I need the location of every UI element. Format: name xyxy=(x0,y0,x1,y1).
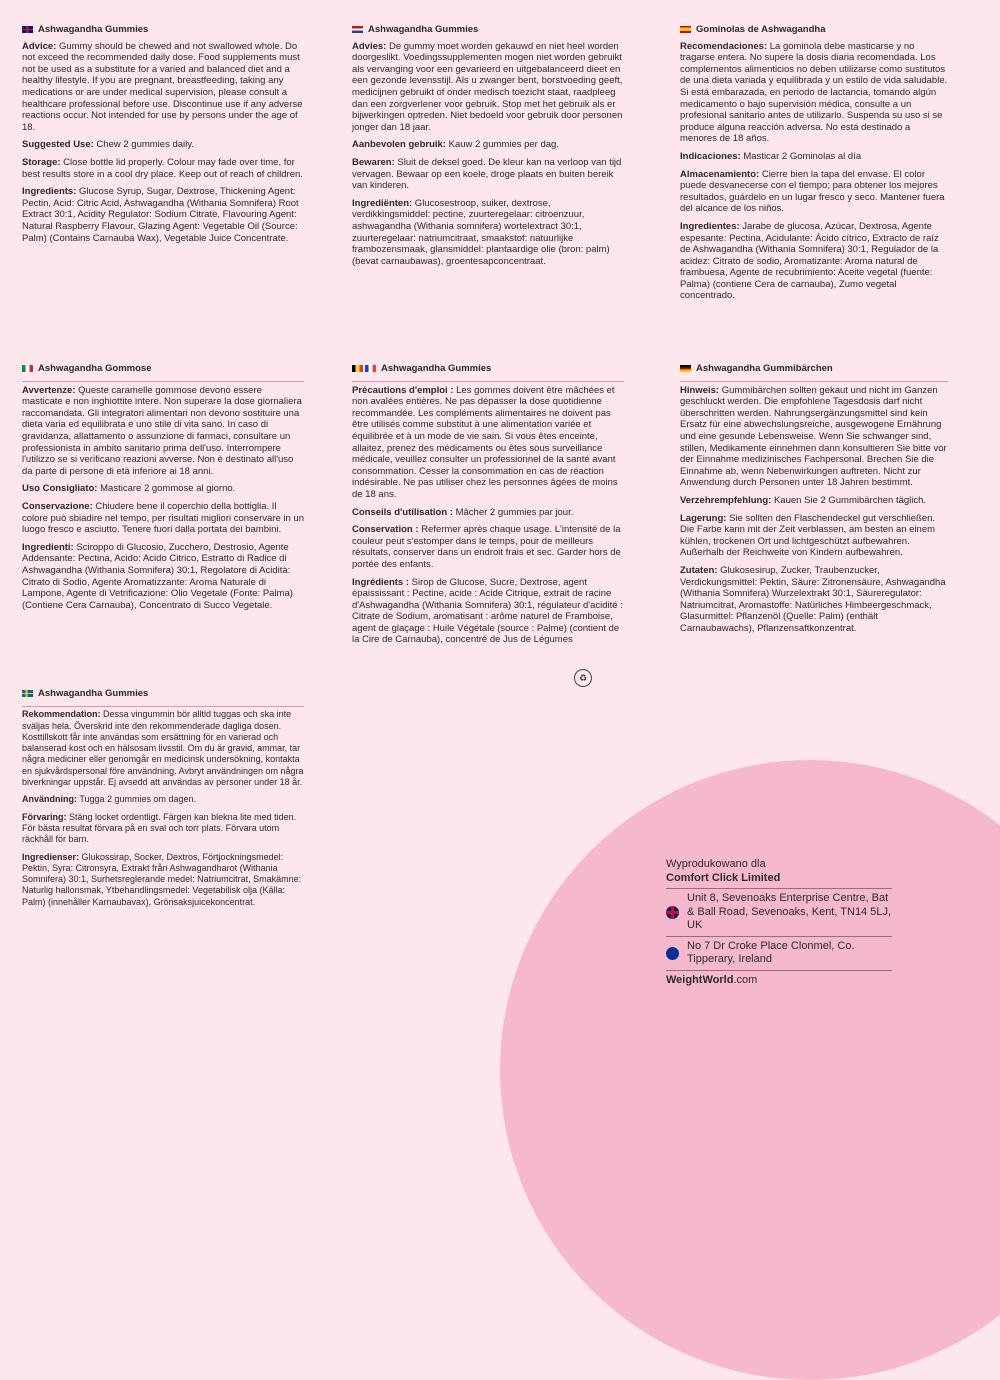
recycling-icon: ♻ xyxy=(574,669,592,687)
ie-address: No 7 Dr Croke Place Clonmel, Co. Tipperary, Ireland xyxy=(687,939,855,965)
decorative-pink-circle xyxy=(500,760,1000,1380)
italy-flag-icon xyxy=(22,365,33,372)
sweden-flag-icon xyxy=(22,690,33,697)
uk-address-row xyxy=(666,892,892,933)
section-heading xyxy=(22,24,304,36)
made-for-label: Wyprodukowano dla xyxy=(666,858,766,870)
germany-flag-icon xyxy=(680,365,691,372)
section-heading xyxy=(680,24,948,36)
storage-text: Lagerung: Sie sollten den Flaschendeckel gut verschließen. Die Farbe kann mit der Zeit verblassen, am besten an einem kühlen, trockenen Ort und lichtgeschützt aufbewahren. Außerhalb der Reichweite von Kindern aufbewahren. xyxy=(680,512,936,559)
section-heading xyxy=(352,363,624,375)
ingredients-text: Ingredientes: Jarabe de glucosa, Azúcar, Dextrosa, Agente espesante: Pectina, Acidulante: Ácido cítrico, Extracto de raíz de Ashwagandha (Withania Somnifera) 30:1, Regulador de la acidez: Citrato de sodio, Aromatizante: Aroma natural de frambuesa, Agente de recubrimiento: Aceite vegetal (fuente: Palma) (contiene Cera de carnauba), Zumo vegetal concentrado. xyxy=(680,220,939,302)
spain-flag-icon xyxy=(680,26,691,33)
section-sv xyxy=(22,688,304,914)
advice-text: Hinweis: Gummibärchen sollten gekaut und nicht im Ganzen geschluckt werden. Die empfohlene Tagesdosis darf nicht überschritten werden. Nahrungsergänzungsmittel sind kein Ersatz für eine abwechslungsreiche, ausgewogene Ernährung und eine gesunde Lebensweise. Wenn Sie schwanger sind, stillen, Medikamente einnehmen dann konsultieren Sie bitte vor der Einnahme medizinisches Fachpersonal. Brechen Sie die Einnahme ab, wenn Nebenwirkungen auftreten. Nicht zur Anwendung durch Personen unter 18 Jahren bestimmt. xyxy=(680,384,947,489)
heading-divider xyxy=(352,381,624,382)
ingredients-text: Ingredienser: Glukossirap, Socker, Dextros, Förtjockningsmedel: Pektin, Syra: Citronsyra, Extrakt från Ashwagandharot (Withania Somnifera) 30:1, Surhetsreglerande medel: Natriumcitrat, Smakämne: Naturlig hallonsmak, Ytbehandlingsmedel: Vegetabilisk olja (Källa: Palm) (innehåller Karnaubavax), Grönsaksjuicekoncentrat. xyxy=(22,851,302,907)
company-name: Comfort Click Limited xyxy=(666,871,781,884)
france-flag-icon xyxy=(365,365,376,372)
divider xyxy=(666,970,892,971)
uk-flag-icon xyxy=(22,26,33,33)
storage-text: Förvaring: Stäng locket ordentligt. Färgen kan blekna lite med tiden. För bästa resultat förvara på en sval och torr plats. Förvara utom räckhåll för barn. xyxy=(22,811,297,845)
advice-text: Précautions d'emploi : Les gommes doivent être mâchées et non avalées entières. Ne pas dépasser la dose quotidienne recommandée. Les compléments alimentaires ne doivent pas être utilisés comme substitut à une alimentation variée et équilibrée et à un mode de vie sain. Si vous êtes enceinte, allaitez, prenez des médicaments ou êtes sous surveillance médicale, veuillez consulter un professionnel de la santé avant consommation. Cesser la consommation en cas de réaction indésirable. Ne pas utiliser chez les personnes âgées de moins de 18 ans. xyxy=(352,384,618,500)
advice-text: Advies: De gummy moet worden gekauwd en niet heel worden doorgeslikt. Voedingssupplementen mogen niet worden gebruikt als vervanging voor een gevarieerd en uitgebalanceerd dieet en een gezonde levensstijl. Als u zwanger bent, borstvoeding geeft, medicijnen gebruikt of onder medisch toezicht staat, raadpleeg dan een zorgverlener voor gebruik. Stop met het gebruik als er bijwerkingen optreden. Niet bedoeld voor gebruik door personen jonger dan 18 jaar. xyxy=(352,40,623,133)
storage-text: Storage: Close bottle lid properly. Colour may fade over time, for best results store in a cool dry place. Keep out of reach of children. xyxy=(22,156,303,180)
advice-text: Rekommendation: Dessa vingummin bör alltid tuggas och ska inte sväljas hela. Överskrid inte den rekommenderade dagliga dosen. Kosttillskott får inte användas som ersättning för en varierad och balanserad kost och en hälsosam livsstil. Om du är gravid, ammar, tar några mediciner eller genomgår en medicinsk undersökning, kontakta en sjukvårdspersonal före användning. Avbryt användningen om några biverkningar uppstår. Ej avsedd att användas av personer under 18 år. xyxy=(22,709,304,788)
storage-text: Bewaren: Sluit de deksel goed. De kleur kan na verloop van tijd vervagen. Bewaar op een koele, droge plaats en buiten bereik van kinderen. xyxy=(352,156,622,192)
section-title: Ashwagandha Gummibärchen xyxy=(696,363,833,374)
suggested-use-text: Aanbevolen gebruik: Kauw 2 gummies per dag. xyxy=(352,139,559,151)
divider xyxy=(666,888,892,889)
section-heading xyxy=(352,24,624,36)
section-fr xyxy=(352,363,624,652)
section-title: Gominolas de Ashwagandha xyxy=(696,24,826,35)
advice-text: Avvertenze: Queste caramelle gommose devono essere masticate e non inghiottite intere. Non superare la dose giornaliera raccomandata. Gli integratori alimentari non devono sostituire una dieta varia ed equilibrata e uno stile di vita sano. In caso di gravidanza, allattamento o assunzione di farmaci, consultare un professionista in ambito sanitario prima dell'uso. Interrompere l'utilizzo se si verificano reazioni avverse. Non è destinato all'uso da parte di persone di età inferiore ai 18 anni. xyxy=(22,384,302,477)
storage-text: Almacenamiento: Cierre bien la tapa del envase. El color puede desvanecerse con el tiempo; para obtener los mejores resultados, guárdelo en un lugar fresco y seco. Mantener fuera del alcance de los niños. xyxy=(680,168,945,215)
ingredients-text: Zutaten: Glukosesirup, Zucker, Traubenzucker, Verdickungsmittel: Pektin, Säure: Zitronensäure, Ashwagandha (Withania Somnifera) Wurzelextrakt 30:1, Säureregulator: Natriumcitrat, Aromastoffe: Natürliches Himbeergeschmack, Glasurmittel: Pflanzenöl (Quelle: Palm) (enthält Carnaubawachs), Pflanzensaftkonzentrat. xyxy=(680,564,946,634)
section-it xyxy=(22,363,304,617)
section-heading xyxy=(680,363,948,375)
heading-divider xyxy=(22,381,304,382)
section-title: Ashwagandha Gummies xyxy=(381,363,492,374)
suggested-use-text: Indicaciones: Masticar 2 Gominolas al día xyxy=(680,150,862,162)
divider xyxy=(666,936,892,937)
website: WeightWorld.com xyxy=(666,973,758,986)
section-es xyxy=(680,24,948,308)
uk-address: Unit 8, Sevenoaks Enterprise Centre, Bat & Ball Road, Sevenoaks, Kent, TN14 5LJ, UK xyxy=(687,892,892,931)
section-de xyxy=(680,363,948,640)
suggested-use-text: Conseils d'utilisation : Mâcher 2 gummies par jour. xyxy=(352,506,574,518)
belgium-flag-icon xyxy=(352,365,363,372)
section-heading xyxy=(22,688,304,699)
suggested-use-text: Användning: Tugga 2 gummies om dagen. xyxy=(22,794,197,805)
storage-text: Conservation : Refermer après chaque usage. L'intensité de la couleur peut s'estomper dans le temps, pour de meilleurs résultats, conserver dans un endroit frais et sec. Garder hors de portée des enfants. xyxy=(352,524,621,570)
suggested-use-text: Verzehrempfehlung: Kauen Sie 2 Gummibärchen täglich. xyxy=(680,494,927,506)
manufacturer-info xyxy=(666,858,892,987)
storage-text: Conservazione: Chiudere bene il coperchio della bottiglia. Il colore può sbiadire nel tempo, per risultati migliori conservare in un luogo fresco e asciutto. Tenere fuori dalla portata dei bambini. xyxy=(22,500,304,536)
section-nl xyxy=(352,24,624,273)
section-en xyxy=(22,24,304,250)
section-title: Ashwagandha Gummies xyxy=(38,24,149,35)
section-title: Ashwagandha Gommose xyxy=(38,363,152,374)
ie-address-row xyxy=(666,940,892,967)
advice-text: Advice: Gummy should be chewed and not swallowed whole. Do not exceed the recommended daily dose. Food supplements must not be used as a substitute for a varied and balanced diet and a healthy lifestyle. If you are pregnant, breastfeeding, taking any medications or are under medical supervision, please consult a healthcare professional before use. Discontinue use if any adverse reactions occur. Not intended for use by persons under the age of 18. xyxy=(22,40,303,133)
netherlands-flag-icon xyxy=(352,26,363,33)
heading-divider xyxy=(680,381,948,382)
suggested-use-text: Suggested Use: Chew 2 gummies daily. xyxy=(22,139,194,151)
section-title: Ashwagandha Gummies xyxy=(38,688,149,699)
eu-flag-icon xyxy=(666,947,679,960)
suggested-use-text: Uso Consigliato: Masticare 2 gommose al giorno. xyxy=(22,483,236,495)
section-title: Ashwagandha Gummies xyxy=(368,24,479,35)
section-heading xyxy=(22,363,304,375)
ingredients-text: Ingredienti: Sciroppo di Glucosio, Zucchero, Destrosio, Agente Addensante: Pectina, Acido: Acido Citrico, Estratto di Radice di Ashwagandha (Withania Somnifera) 30:1, Regolatore di Acidità: Citrato di Sodio, Agente Aromatizzante: Aroma Naturale di Lampone, Agente di Vetrificazione: Olio Vegetale (Fonte: Palma) (Contiene Cera Carnauba), Concentrato di Succo Vegetale. xyxy=(22,541,293,611)
heading-divider xyxy=(22,706,304,707)
ingredients-text: Ingrediënten: Glucosestroop, suiker, dextrose, verdikkingsmiddel: pectine, zuurteregelaar: citroenzuur, ashwagandha (Withania somnifera) wortelextract 30:1, zuurteregelaar: natriumcitraat, smaakstof: natuurlijke frambozensmaak, glansmiddel: plantaardige olie (bron: palm) (bevat carnaubawas), groentesapconcentraat. xyxy=(352,197,610,267)
advice-text: Recomendaciones: La gominola debe masticarse y no tragarse entera. No supere la dosis diaria recomendada. Los complementos alimenticios no deben utilizarse como sustitutos de una dieta variada y equilibrada y un estilo de vida saludable. Si está embarazada, en periodo de lactancia, tomando algún medicamento o bajo supervisión médica, consulte a un profesional sanitario antes de utilizarlo. Suspenda su uso si se produce alguna reacción adversa. No está destinado a menores de 18 años. xyxy=(680,40,948,145)
uk-flag-icon xyxy=(666,906,679,919)
ingredients-text: Ingredients: Glucose Syrup, Sugar, Dextrose, Thickening Agent: Pectin, Acid: Citric Acid, Ashwagandha (Withania Somnifera) Root Extract 30:1, Acidity Regulator: Sodium Citrate, Flavouring Agent: Natural Raspberry Flavour, Glazing Agent: Vegetable Oil (Source: Palm) (Contains Carnauba Wax), Vegetable Juice Concentrate. xyxy=(22,186,299,244)
ingredients-text: Ingrédients : Sirop de Glucose, Sucre, Dextrose, agent épaississant : Pectine, acide : Acide Citrique, extrait de racine d'Ashwagandha (Withania Somnifera) 30:1, régulateur d'acidité : Citrate de Sodium, aromatisant : arôme naturel de Framboise, agent de glaçage : Huile Végétale (source : Palme) (contient de la Cire de Carnauba), concentré de Jus de Légumes xyxy=(352,576,623,646)
